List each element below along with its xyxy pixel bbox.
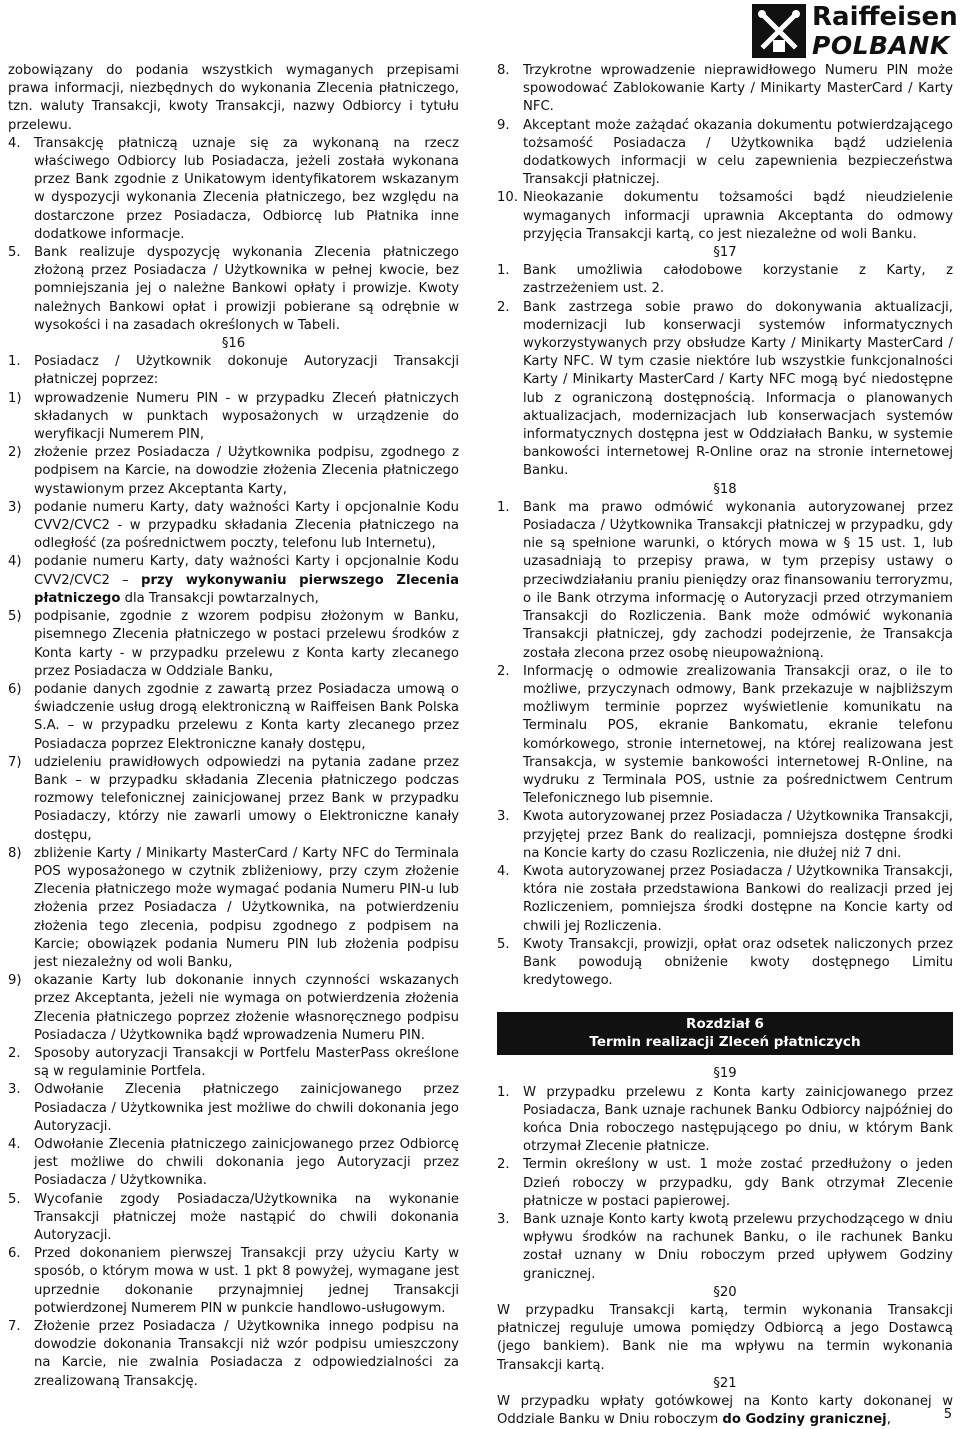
s19-item-2 — [497, 1156, 953, 1211]
item-number: 3. — [8, 1082, 21, 1098]
s16-item-4 — [8, 1136, 459, 1191]
item-text: Posiadacz / Użytkownik dokonuje Autoryzacji Transakcji płatniczej poprzez: — [34, 354, 459, 388]
s16-item-10 — [497, 189, 953, 244]
sub-number: 6) — [8, 681, 22, 697]
intro-paragraph: zobowiązany do podania wszystkich wymaganych przepisami prawa informacji, niezbędnych do wykonania Zlecenia płatniczego, tzn. waluty Transakcji, kwoty Transakcji, nazwy Odbiorcy i tytułu przelewu. — [8, 63, 459, 133]
section-heading-20: §20 — [713, 1284, 737, 1300]
sub-text: udzieleniu prawidłowych odpowiedzi na pytania zadane przez Bank – w przypadku składania Zlecenia płatniczego podczas rozmowy telefonicznej zainicjowanej przez Bank w przypadku Posiadaczy, którzy nie zawarli umowy o Elektroniczne kanały dostępu, — [34, 754, 459, 843]
s21-text: W przypadku wpłaty gotówkowej na Konto karty dokonanej w Oddziale Banku w Dniu roboczym — [497, 1394, 953, 1428]
s16-item-1 — [8, 353, 459, 389]
item-text: Odwołanie Zlecenia płatniczego zainicjowanego przez Odbiorcę jest możliwe do chwili dokonania jego Autoryzacji przez Posiadacza / Użytkownika. — [34, 1136, 459, 1189]
sub-text-part: podanie numeru Karty, daty ważności Karty i opcjonalnie Kodu CVV2/CVC2 – — [34, 554, 459, 588]
s18-item-1 — [497, 499, 953, 663]
raiffeisen-polbank-logo — [752, 2, 958, 60]
s19-item-1 — [497, 1084, 953, 1157]
sub-number: 9) — [8, 973, 22, 989]
item-number: 10. — [497, 190, 518, 206]
s19-item-3 — [497, 1211, 953, 1284]
s16-item-9 — [497, 117, 953, 190]
sub-number: 2) — [8, 445, 22, 461]
sub-text: wprowadzenie Numeru PIN - w przypadku Zleceń płatniczych składanych w punktach wyposażonych w urządzenie do weryfikacji Numerem PIN, — [34, 390, 459, 443]
item-text: Bank umożliwia całodobowe korzystanie z Karty, z zastrzeżeniem ust. 2. — [523, 263, 953, 297]
s16-item-3 — [8, 1081, 459, 1136]
sub-number: 1) — [8, 390, 22, 406]
sub-text: podanie numeru Karty, daty ważności Karty i opcjonalnie Kodu CVV2/CVC2 - w przypadku składania Zlecenia płatniczego na odległość (za pośrednictwem poczty, telefonu lub Internetu), — [34, 499, 459, 552]
s16-sub-9 — [8, 972, 459, 1045]
s21-bold-text: do Godziny granicznej — [722, 1412, 887, 1428]
section-heading-16: §16 — [221, 336, 246, 352]
paragraph-number: 4. — [8, 135, 21, 151]
paragraph-number: 5. — [8, 245, 21, 261]
section-heading-19: §19 — [713, 1066, 737, 1082]
paragraph-4 — [8, 135, 459, 244]
s16-sub-1 — [8, 390, 459, 445]
s16-item-5 — [8, 1191, 459, 1246]
item-number: 5. — [497, 936, 510, 952]
sub-text: złożenie przez Posiadacza / Użytkownika podpisu, zgodnego z podpisem na Karcie, na dowodzie złożenia Zlecenia płatniczego wystawionym przez Akceptanta Karty, — [34, 445, 459, 497]
s18-item-2 — [497, 663, 953, 809]
item-text: Akceptant może zażądać okazania dokumentu potwierdzającego tożsamość Posiadacza / Użytkownika bądź udzielenia dodatkowych informacji w celu zapewnienia bezpieczeństwa Transakcji płatniczej. — [523, 117, 953, 188]
s16-item-7 — [8, 1318, 459, 1391]
sub-number: 4) — [8, 554, 22, 570]
item-number: 2. — [497, 663, 510, 679]
s18-item-4 — [497, 863, 953, 936]
item-number: 3. — [497, 809, 510, 825]
sub-number: 8) — [8, 845, 22, 861]
sub-text: podanie danych zgodnie z zawartą przez Posiadacza umową o świadczenie usług drogą elektroniczną w Raiffeisen Bank Polska S.A. – w przypadku przelewu z Konta karty zlecanego przez Posiadacza poprzez Elektroniczne kanały dostępu, — [34, 681, 459, 752]
item-text: Bank zastrzega sobie prawo do dokonywania aktualizacji, modernizacji lub konserwacji systemów informatycznych wykorzystywanych przy obsłudze Karty / Minikarty MasterCard / Karty NFC. W tym czasie niektóre lub wszystkie funkcjonalności Karty / Minikarty MasterCard / Karty NFC mogą być niedostępne lub z ograniczoną dostępnością. Informacja o planowanych aktualizacjach, modernizacjach lub konserwacjach systemów informatycznych dostępna jest w Oddziałach Banku, w systemie bankowości internetowej R-Online oraz na stronie internetowej Banku. — [523, 299, 953, 479]
item-number: 4. — [8, 1136, 21, 1152]
item-number: 6. — [8, 1246, 21, 1262]
s21-paragraph — [497, 1393, 953, 1429]
raiffeisen-crossed-gables-icon — [752, 4, 806, 58]
item-number: 5. — [8, 1191, 21, 1207]
item-text: Kwoty Transakcji, prowizji, opłat oraz odsetek naliczonych przez Bank powodują obniżenie kwoty dostępnego Limitu kredytowego. — [523, 936, 953, 989]
s16-sub-2 — [8, 444, 459, 499]
s21-text-end: , — [886, 1412, 891, 1428]
paragraph-5 — [8, 244, 459, 335]
sub-text — [34, 553, 459, 608]
s16-sub-5 — [8, 608, 459, 681]
s18-item-3 — [497, 808, 953, 863]
chapter-title: Termin realizacji Zleceń płatniczych — [589, 1034, 861, 1051]
section-heading-21: §21 — [713, 1375, 737, 1391]
item-number: 3. — [497, 1211, 510, 1227]
item-text: W przypadku przelewu z Konta karty zainicjowanego przez Posiadacza, Bank uznaje rachunek Banku Odbiorcy najpóźniej do końca Dnia roboczego następującego po dniu, w którym Bank otrzymał Zlecenie płatnicze. — [523, 1084, 953, 1155]
item-text: Złożenie przez Posiadacza / Użytkownika innego podpisu na dowodzie dokonania Transakcji niż wzór podpisu umieszczony na Karcie, nie zwalnia Posiadacza z odpowiedzialności za zrealizowaną Transakcję. — [34, 1319, 459, 1389]
item-text: Termin określony w ust. 1 może zostać przedłużony o jeden Dzień roboczy w przypadku, gdy Bank otrzymał Zlecenie płatnicze w postaci papierowej. — [523, 1157, 953, 1209]
s16-item-2 — [8, 1045, 459, 1081]
item-text: Wycofanie zgody Posiadacza/Użytkownika na wykonanie Transakcji płatniczej może nastąpić do chwili dokonania Autoryzacji. — [34, 1191, 459, 1243]
item-number: 7. — [8, 1319, 21, 1335]
sub-number: 3) — [8, 499, 22, 515]
sub-text: okazanie Karty lub dokonanie innych czynności wskazanych przez Akceptanta, jeżeli nie wymaga on potwierdzenia złożenia Zlecenia płatniczego poprzez złożenie własnoręcznego podpisu Posiadacza / Użytkownika bądź wprowadzenia Numeru PIN. — [34, 973, 459, 1043]
item-text: Kwota autoryzowanej przez Posiadacza / Użytkownika Transakcji, która nie została przedstawiona Bankowi do realizacji przed jej Rozliczeniem, pomniejsza środki dostępne na Koncie karty od chwili jej Rozliczenia. — [523, 863, 953, 934]
logo-line-1: Raiffeisen — [812, 2, 958, 32]
item-text: Trzykrotne wprowadzenie nieprawidłowego Numeru PIN może spowodować Zablokowanie Karty / Minikarty MasterCard / Karty NFC. — [523, 63, 953, 115]
paragraph-text: Transakcję płatniczą uznaje się za wykonaną na rzecz właściwego Odbiorcy lub Posiadacza, jeżeli została wykonana przez Bank zgodnie z Unikatowym identyfikatorem wskazanym w dyspozycji wykonania Zlecenia płatniczego, bez względu na dostarczone przez Posiadacza, Odbiorcę lub Płatnika inne dodatkowe informacje. — [34, 135, 459, 242]
page-number: 5 — [943, 1407, 952, 1422]
s17-item-2 — [497, 299, 953, 481]
section-heading-18: §18 — [713, 481, 737, 497]
s16-sub-3 — [8, 499, 459, 554]
item-number: 1. — [8, 354, 21, 370]
item-text: Odwołanie Zlecenia płatniczego zainicjowanego przez Posiadacza / Użytkownika jest możliwe do chwili dokonania jego Autoryzacji. — [34, 1082, 459, 1134]
s16-item-8 — [497, 62, 953, 117]
s18-item-5 — [497, 936, 953, 991]
item-number: 9. — [497, 117, 510, 133]
logo-line-2: POLBANK — [812, 31, 950, 60]
item-text: Bank uznaje Konto karty kwotą przelewu przychodzącego w dniu wpływu środków na rachunek Banku, o ile rachunek Banku został uznany w Dniu roboczym przed upływem Godziny granicznej. — [523, 1211, 953, 1282]
right-column — [497, 62, 953, 1429]
sub-number: 7) — [8, 754, 22, 770]
s17-item-1 — [497, 262, 953, 298]
sub-text-bold: przy wykonywaniu pierwszego Zlecenia płatniczego — [34, 572, 460, 606]
item-text: Sposoby autoryzacji Transakcji w Portfelu MasterPass określone są w regulaminie Portfela. — [34, 1045, 459, 1080]
item-number: 1. — [497, 1084, 510, 1100]
left-column — [8, 62, 459, 1391]
item-text: Przed dokonaniem pierwszej Transakcji przy użyciu Karty w sposób, o którym mowa w ust. 1 pkt 8 powyżej, wymagane jest uprzednie dokonanie przynajmniej jednej Transakcji potwierdzonej Numerem PIN w punkcie handlowo-usługowym. — [34, 1246, 459, 1316]
s20-paragraph: W przypadku Transakcji kartą, termin wykonania Transakcji płatniczej reguluje umowa pomiędzy Odbiorcą a jego Dostawcą (jego bankiem). Bank nie ma wpływu na termin wykonania Transakcji kartą. — [497, 1303, 953, 1373]
s16-sub-8 — [8, 845, 459, 972]
s16-sub-4 — [8, 553, 459, 608]
item-text: Kwota autoryzowanej przez Posiadacza / Użytkownika Transakcji, przyjętej przez Bank do realizacji, pomniejsza dostępne środki na Koncie karty do czasu Rozliczenia, nie dłużej niż 7 dni. — [523, 809, 953, 861]
sub-text: zbliżenie Karty / Minikarty MasterCard / Karty NFC do Terminala POS wyposażonego w czytnik zbliżeniowy, przy czym złożenie Zlecenia płatniczego może wymagać podania Numeru PIN-u lub złożenia przez Posiadacza / Użytkownika, na potwierdzeniu złożenia tego zlecenia, podpisu zgodnego z podpisem na Karcie; obowiązek podania Numeru PIN lub złożenia podpisu jest niezależny od woli Banku, — [34, 845, 459, 970]
item-number: 1. — [497, 499, 510, 515]
item-number: 2. — [8, 1045, 21, 1061]
item-number: 8. — [497, 63, 510, 78]
paragraph-text: Bank realizuje dyspozycję wykonania Zlecenia płatniczego złożoną przez Posiadacza / Użytkownika w pełnej kwocie, bez pomniejszania jej o należne Bankowi opłaty i prowizje. Kwoty należnych Bankowi opłat i prowizji pobierane są odrębnie w wysokości i na zasadach określonych w Tabeli. — [34, 245, 459, 333]
chapter-banner — [497, 1012, 953, 1055]
item-number: 1. — [497, 263, 510, 279]
section-heading-17: §17 — [713, 245, 737, 261]
item-text: Bank ma prawo odmówić wykonania autoryzowanej przez Posiadacza / Użytkownika Transakcji płatniczej w przypadku, gdy nie są spełnione warunki, o których mowa w § 15 ust. 1, lub uzasadniają to przepisy prawa, w tym przepisy ustawy o przeciwdziałaniu praniu pieniędzy oraz finansowaniu terroryzmu, o ile Bank otrzyma informację o Autoryzacji przed otrzymaniem Transakcji do Rozliczenia. Bank może odmówić wykonania Transakcji płatniczej, gdy zachodzi podejrzenie, że Transakcja została zlecona przez osobę nieupoważnioną. — [523, 499, 953, 661]
s16-sub-7 — [8, 754, 459, 845]
sub-number: 5) — [8, 609, 22, 625]
s16-sub-6 — [8, 681, 459, 754]
item-text: Informację o odmowie zrealizowania Transakcji oraz, o ile to możliwe, przyczynach odmowy, Bank przekazuje w najbliższym możliwym terminie poprzez wyświetlenie komunikatu na Terminalu POS, ekranie Bankomatu, ekranie telefonu komórkowego, stronie internetowej, na której realizowana jest Transakcja, w systemie bankowości internetowej R-Online, na wydruku z Terminala POS, ustnie za pośrednictwem Centrum Telefonicznego lub pisemnie. — [523, 663, 953, 807]
item-number: 2. — [497, 299, 510, 315]
item-text: Nieokazanie dokumentu tożsamości bądź nieudzielenie wymaganych informacji uprawnia Akceptanta do odmowy przyjęcia Transakcji kartą, co jest niezależne od woli Banku. — [523, 190, 953, 242]
item-number: 4. — [497, 863, 510, 879]
item-number: 2. — [497, 1157, 510, 1173]
chapter-number: Rozdział 6 — [686, 1016, 764, 1033]
sub-text-part: dla Transakcji powtarzalnych, — [120, 590, 319, 606]
sub-text: podpisanie, zgodnie z wzorem podpisu złożonym w Banku, pisemnego Zlecenia płatniczego w postaci przelewu środków z Konta karty - w przypadku przelewu z Konta karty zlecanego przez Posiadacza w Oddziale Banku, — [34, 609, 459, 679]
s16-item-6 — [8, 1245, 459, 1318]
